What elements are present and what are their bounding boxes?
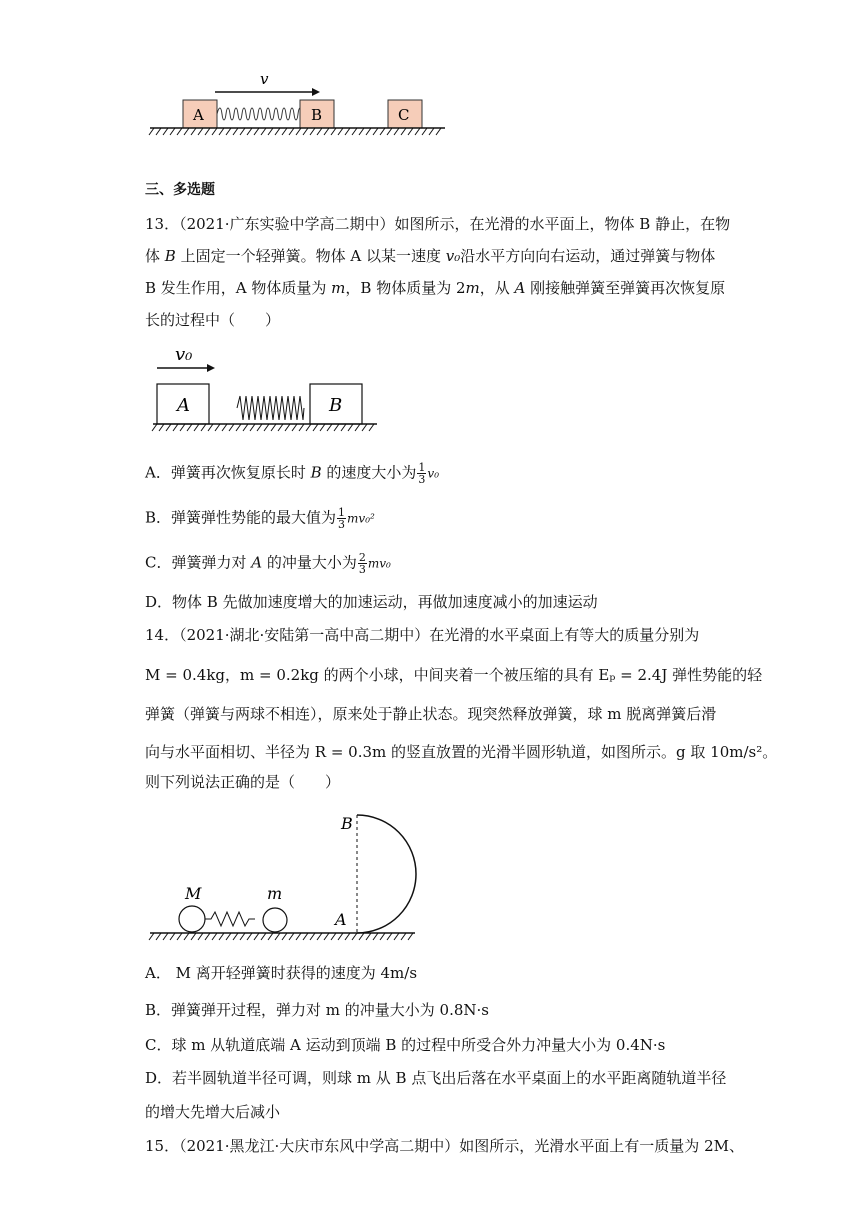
ball-small-m <box>263 908 287 932</box>
section-title: 三、多选题 <box>145 182 215 198</box>
q14-option-c: C．球 m 从轨道底端 A 运动到顶端 B 的过程中所受合外力冲量大小为 0.4N·s <box>145 1036 666 1054</box>
q14-option-d-line2: 的增大先增大后减小 <box>145 1103 281 1121</box>
ground-hatch <box>149 933 413 940</box>
q13-option-d: D．物体 B 先做加速度增大的加速运动，再做加速度减小的加速运动 <box>145 593 598 611</box>
spring-coil <box>217 108 309 120</box>
q13-line3: B 发生作用，A 物体质量为 m，B 物体质量为 2m，从 A 刚接触弹簧至弹簧再次恢复原 <box>145 279 726 297</box>
velocity-label: v <box>260 70 269 88</box>
ground-hatch <box>152 424 374 431</box>
box-c-label: C <box>398 106 410 124</box>
ball-big-m <box>179 906 205 932</box>
q13-option-b: B．弹簧弹性势能的最大值为 $\frac{1}{3}$ mv₀² <box>145 506 375 531</box>
q14-option-d-line1: D．若半圆轨道半径可调，则球 m 从 B 点飞出后落在水平桌面上的水平距离随轨道半径 <box>145 1069 727 1087</box>
spring-zigzag <box>205 912 255 926</box>
q14-line3: 弹簧（弹簧与两球不相连），原来处于静止状态。现突然释放弹簧，球 m 脱离弹簧后滑 <box>145 705 717 723</box>
box-a-label: A <box>193 106 204 124</box>
figure-abc-boxes <box>140 62 460 152</box>
q13-line1: 13．（2021·广东实验中学高二期中）如图所示，在光滑的水平面上，物体 B 静止，在物 <box>145 215 731 233</box>
q14-option-b: B．弹簧弹开过程，弹力对 m 的冲量大小为 0.8N·s <box>145 1001 489 1019</box>
ground-hatch <box>149 128 441 135</box>
q13-option-a: A．弹簧再次恢复原长时 B 的速度大小为 $\frac{1}{3}$ v₀ <box>145 461 440 486</box>
q14-line1: 14．（2021·湖北·安陆第一高中高二期中）在光滑的水平桌面上有等大的质量分别为 <box>145 626 700 644</box>
q14-line2: M = 0.4kg，m = 0.2kg 的两个小球，中间夹着一个被压缩的具有 Eₚ = 2.4J 弹性势能的轻 <box>145 666 763 684</box>
q14-option-a: A． M 离开轻弹簧时获得的速度为 4m/s <box>145 964 418 982</box>
label-b: B <box>341 814 353 833</box>
semicircle-track <box>357 815 416 933</box>
q13-option-c: C．弹簧弹力对 A 的冲量大小为 $\frac{2}{3}$ mv₀ <box>145 551 391 576</box>
q14-line4: 向与水平面相切、半径为 R = 0.3m 的竖直放置的光滑半圆形轨道，如图所示。g 取 10m/s²。 <box>145 743 778 761</box>
q13-line4: 长的过程中（ ） <box>145 311 281 329</box>
v0-arrowhead <box>207 364 215 372</box>
label-big-m: M <box>185 884 202 903</box>
spring-zigzag <box>237 396 304 420</box>
box-b-label: B <box>329 395 343 416</box>
q13-line2: 体 B 上固定一个轻弹簧。物体 A 以某一速度 v₀沿水平方向向右运动，通过弹簧与物体 <box>145 247 716 265</box>
figure-q13-spring <box>145 340 385 440</box>
label-a: A <box>335 910 347 929</box>
velocity-arrowhead <box>312 88 320 96</box>
box-b-label: B <box>311 106 323 124</box>
q14-line5: 则下列说法正确的是（ ） <box>145 773 341 791</box>
v0-label: v₀ <box>175 344 193 365</box>
box-a-label: A <box>177 395 190 416</box>
label-small-m: m <box>267 884 283 903</box>
q15-line1: 15．（2021·黑龙江·大庆市东风中学高二期中）如图所示，光滑水平面上有一质量为 2M、 <box>145 1137 744 1155</box>
figure-q14-track <box>145 805 425 945</box>
